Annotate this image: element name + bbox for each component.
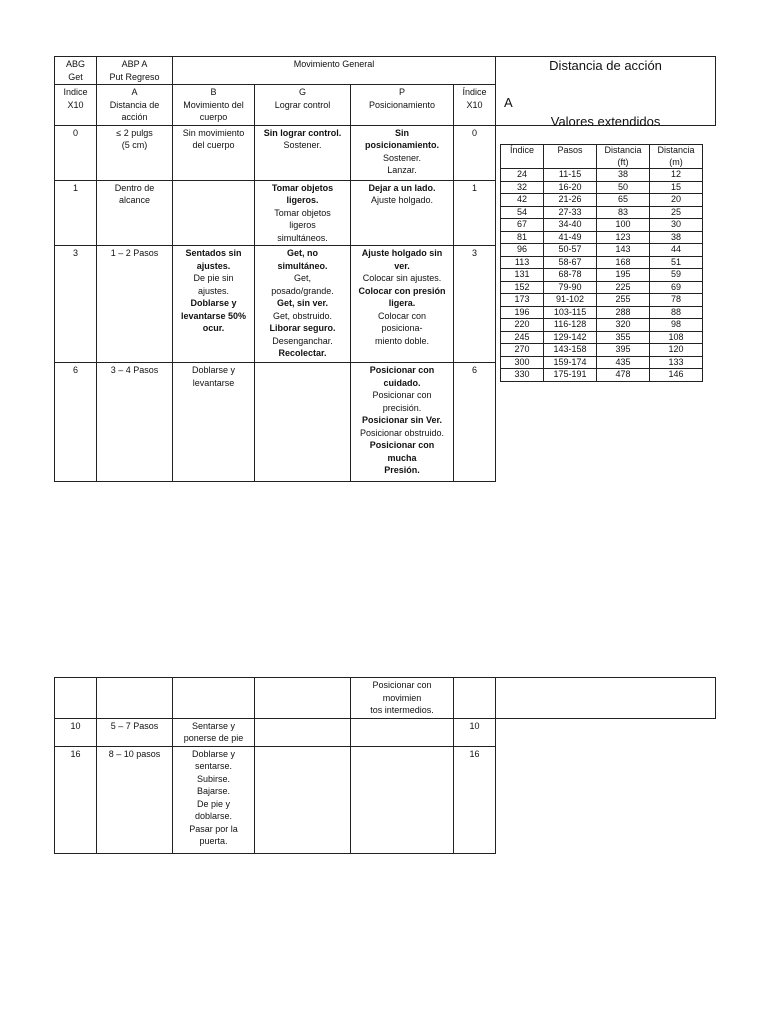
valores-row (501, 206, 703, 219)
side-panel (496, 57, 716, 379)
valores-cell: 146 (650, 369, 703, 382)
valores-cell: 113 (501, 256, 544, 269)
movimiento-cuerpo-cell-text: Sentados sin ajustes. (185, 248, 242, 271)
bottom-empty-cell (255, 678, 351, 719)
valores-row (501, 356, 703, 369)
valores-cell: 91-102 (544, 294, 597, 307)
valores-cell: 69 (650, 281, 703, 294)
header-posicionamiento: P Posicionamiento (351, 85, 454, 126)
side-panel-letter: A (504, 95, 513, 110)
valores-cell: 143-158 (544, 344, 597, 357)
valores-cell: 59 (650, 269, 703, 282)
valores-extendidos-table (500, 144, 703, 382)
valores-cell: 133 (650, 356, 703, 369)
movimiento-cuerpo-cell-text: Doblarse y levantarse (191, 365, 236, 388)
valores-cell: 159-174 (544, 356, 597, 369)
posicionamiento-cell (351, 246, 454, 363)
valores-cell: 24 (501, 169, 544, 182)
valores-cell: 152 (501, 281, 544, 294)
indice-right-cell: 16 (454, 746, 496, 853)
valores-cell: 98 (650, 319, 703, 332)
posicionamiento-cell (351, 125, 454, 180)
lograr-control-cell-text: Tomar objetos ligeros. (271, 182, 334, 205)
valores-cell: 42 (501, 194, 544, 207)
valores-cell: 79-90 (544, 281, 597, 294)
valores-cell: 196 (501, 306, 544, 319)
valores-header-cell: Pasos (544, 145, 597, 169)
indice-right-cell: 3 (454, 246, 496, 363)
valores-cell: 54 (501, 206, 544, 219)
bottom-side-panel (496, 678, 716, 719)
valores-cell: 225 (597, 281, 650, 294)
valores-cell: 100 (597, 219, 650, 232)
posicionamiento-cell-text: Posicionar obstruido. (359, 427, 445, 438)
valores-row (501, 269, 703, 282)
valores-cell: 300 (501, 356, 544, 369)
valores-cell: 25 (650, 206, 703, 219)
valores-cell: 245 (501, 331, 544, 344)
posicionamiento-cell (351, 746, 454, 853)
movimiento-cuerpo-cell (173, 246, 255, 363)
valores-cell: 38 (597, 169, 650, 182)
valores-cell: 320 (597, 319, 650, 332)
movimiento-cuerpo-cell-text: Doblarse y levantarse 50% ocur. (180, 298, 247, 333)
posicionamiento-cell-text: Ajuste holgado. (370, 195, 434, 205)
lograr-control-cell-text: Tomar objetos ligeros simultáneos. (274, 207, 331, 243)
indice-cell: 6 (55, 363, 97, 482)
lograr-control-cell-text: Desenganchar. (272, 335, 333, 346)
movimiento-cuerpo-cell-text: Sin movimiento del cuerpo (182, 127, 245, 150)
indice-cell: 10 (55, 718, 97, 746)
valores-cell: 51 (650, 256, 703, 269)
lograr-control-cell (255, 125, 351, 180)
valores-row (501, 306, 703, 319)
valores-cell: 131 (501, 269, 544, 282)
valores-cell: 173 (501, 294, 544, 307)
bottom-empty-cell (97, 678, 173, 719)
valores-row (501, 231, 703, 244)
movimiento-cuerpo-cell: Sentarse y ponerse de pie (173, 718, 255, 746)
posicionamiento-cell-text: Colocar con posiciona- miento doble. (374, 310, 430, 346)
top-table (54, 56, 716, 482)
distancia-cell: ≤ 2 pulgs (5 cm) (97, 125, 173, 180)
valores-cell: 96 (501, 244, 544, 257)
indice-cell: 3 (55, 246, 97, 363)
indice-right-cell: 1 (454, 180, 496, 246)
posicionamiento-cell-text: Posicionar sin Ver. (361, 415, 443, 425)
lograr-control-cell-text: Sin lograr control. (263, 127, 342, 138)
valores-cell: 68-78 (544, 269, 597, 282)
valores-cell: 478 (597, 369, 650, 382)
side-panel-subtitle: Valores extendidos (550, 114, 661, 129)
movimiento-cuerpo-cell (173, 180, 255, 246)
valores-cell: 30 (650, 219, 703, 232)
lograr-control-cell (255, 746, 351, 853)
posicionamiento-cell (351, 363, 454, 482)
valores-row (501, 331, 703, 344)
posicionamiento-cell-text: Colocar con presión ligera. (358, 285, 446, 308)
indice-cell: 1 (55, 180, 97, 246)
valores-cell: 27-33 (544, 206, 597, 219)
lograr-control-cell-text: Get, obstruido. (272, 310, 333, 321)
valores-cell: 44 (650, 244, 703, 257)
valores-cell: 108 (650, 331, 703, 344)
indice-right-cell: 6 (454, 363, 496, 482)
valores-cell: 65 (597, 194, 650, 207)
valores-cell: 255 (597, 294, 650, 307)
distancia-cell: Dentro de alcance (97, 180, 173, 246)
valores-cell: 168 (597, 256, 650, 269)
posicionamiento-cell (351, 180, 454, 246)
valores-cell: 116-128 (544, 319, 597, 332)
movimiento-cuerpo-cell-text: De pie sin ajustes. (193, 273, 234, 296)
posicionamiento-cell-text: Posicionar con cuidado. (369, 365, 435, 388)
indice-right-cell: 10 (454, 718, 496, 746)
distancia-cell: 8 – 10 pasos (97, 746, 173, 853)
movimiento-cuerpo-cell: Doblarse y sentarse. Subirse. Bajarse. De pie y doblarse. Pasar por la puerta. (173, 746, 255, 853)
lograr-control-cell-text: Get, no simultáneo. (277, 248, 328, 271)
valores-cell: 67 (501, 219, 544, 232)
lograr-control-cell (255, 180, 351, 246)
lograr-control-cell-text: Liborar seguro. (269, 323, 336, 333)
valores-cell: 16-20 (544, 181, 597, 194)
movimiento-cuerpo-cell (173, 363, 255, 482)
valores-cell: 103-115 (544, 306, 597, 319)
lograr-control-cell-text: Get, sin ver. (276, 298, 329, 308)
header-movimiento-general: Movimiento General (173, 57, 496, 85)
valores-row (501, 344, 703, 357)
valores-row (501, 169, 703, 182)
valores-header-cell: Distancia (m) (650, 145, 703, 169)
header-indice-right: Índice X10 (454, 85, 496, 126)
valores-cell: 20 (650, 194, 703, 207)
table-row (55, 718, 716, 746)
valores-cell: 50-57 (544, 244, 597, 257)
valores-cell: 38 (650, 231, 703, 244)
valores-cell: 41-49 (544, 231, 597, 244)
valores-cell: 435 (597, 356, 650, 369)
valores-cell: 88 (650, 306, 703, 319)
lograr-control-cell (255, 363, 351, 482)
posicionamiento-cell-text: Posicionar con mucha Presión. (369, 440, 435, 475)
valores-row (501, 219, 703, 232)
valores-row (501, 194, 703, 207)
table-row (55, 746, 716, 853)
distancia-cell: 5 – 7 Pasos (97, 718, 173, 746)
valores-cell: 355 (597, 331, 650, 344)
posicionamiento-cell-text: Posicionar con precisión. (372, 390, 432, 413)
indice-cell: 0 (55, 125, 97, 180)
indice-cell: 16 (55, 746, 97, 853)
bottom-posicionamiento-cell: Posicionar con movimien tos intermedios. (351, 678, 454, 719)
valores-header-cell: Distancia (ft) (597, 145, 650, 169)
valores-cell: 21-26 (544, 194, 597, 207)
valores-cell: 83 (597, 206, 650, 219)
valores-cell: 143 (597, 244, 650, 257)
valores-cell: 50 (597, 181, 650, 194)
valores-cell: 395 (597, 344, 650, 357)
header-abg: ABG Get (55, 57, 97, 85)
bottom-table (54, 677, 716, 854)
bottom-empty-cell (454, 678, 496, 719)
valores-row (501, 181, 703, 194)
posicionamiento-cell-text: Colocar sin ajustes. (362, 273, 442, 283)
valores-cell: 15 (650, 181, 703, 194)
lograr-control-cell-text: Recolectar. (278, 348, 327, 358)
valores-cell: 81 (501, 231, 544, 244)
valores-row (501, 281, 703, 294)
distancia-cell: 1 – 2 Pasos (97, 246, 173, 363)
valores-cell: 330 (501, 369, 544, 382)
valores-cell: 220 (501, 319, 544, 332)
lograr-control-cell (255, 718, 351, 746)
posicionamiento-cell-text: Dejar a un lado. (368, 182, 436, 193)
valores-cell: 288 (597, 306, 650, 319)
valores-header-cell: Índice (501, 145, 544, 169)
distancia-cell: 3 – 4 Pasos (97, 363, 173, 482)
bottom-empty-cell (173, 678, 255, 719)
valores-cell: 129-142 (544, 331, 597, 344)
header-abp: ABP A Put Regreso (97, 57, 173, 85)
valores-cell: 123 (597, 231, 650, 244)
side-panel-title: Distancia de acción (549, 58, 662, 73)
movimiento-cuerpo-cell (173, 125, 255, 180)
posicionamiento-cell (351, 718, 454, 746)
valores-cell: 58-67 (544, 256, 597, 269)
bottom-empty-cell (55, 678, 97, 719)
valores-cell: 78 (650, 294, 703, 307)
indice-right-cell: 0 (454, 125, 496, 180)
valores-cell: 11-15 (544, 169, 597, 182)
lograr-control-cell-text: Sostener. (283, 140, 322, 150)
header-indice: Indice X10 (55, 85, 97, 126)
posicionamiento-cell-text: Sin posicionamiento. (364, 127, 439, 150)
lograr-control-cell-text: Get, posado/grande. (271, 273, 334, 296)
lograr-control-cell (255, 246, 351, 363)
header-movimiento-cuerpo: B Movimiento del cuerpo (173, 85, 255, 126)
valores-cell: 270 (501, 344, 544, 357)
valores-cell: 195 (597, 269, 650, 282)
posicionamiento-cell-text: Sostener. Lanzar. (382, 152, 422, 175)
posicionamiento-cell-text: Ajuste holgado sin ver. (361, 248, 443, 271)
valores-row (501, 319, 703, 332)
valores-row (501, 369, 703, 382)
valores-cell: 34-40 (544, 219, 597, 232)
valores-cell: 12 (650, 169, 703, 182)
valores-row (501, 244, 703, 257)
valores-cell: 120 (650, 344, 703, 357)
valores-row (501, 294, 703, 307)
valores-cell: 32 (501, 181, 544, 194)
valores-row (501, 256, 703, 269)
header-lograr-control: G Lograr control (255, 85, 351, 126)
header-distancia: A Distancia de acción (97, 85, 173, 126)
valores-cell: 175-191 (544, 369, 597, 382)
